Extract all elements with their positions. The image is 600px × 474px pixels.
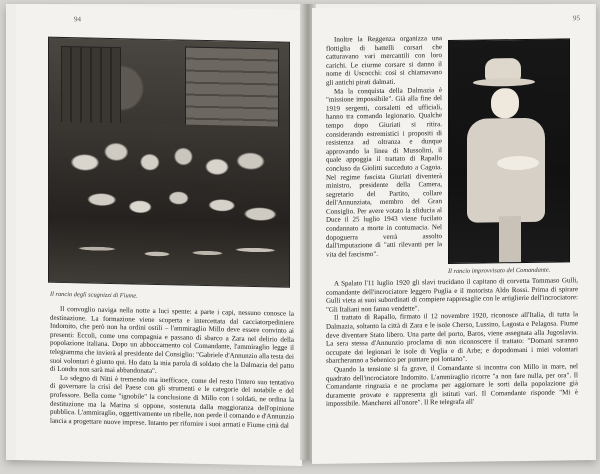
- left-body-text: [50, 305, 294, 430]
- photo-body: [467, 118, 545, 223]
- right-photo-caption: Il rancio improvvisato del Comandante.: [448, 266, 551, 276]
- photo-bowls: [49, 228, 289, 273]
- photo-hat-brim: [473, 78, 535, 87]
- right-column-text: [326, 34, 442, 259]
- right-paragraph-1: A Spalato l'11 luglio 1920 gli slavi trucidano il capitano di corvetta Tommaso Gulli, comandante dell'incrociatore leggero Puglia e il motorista Aldo Rossi. Prima di spirare Gulli vieta ai suoi subordinati di compiere rappresaglie con le artiglierie dell'incrociatore: "Gli Italiani non fanno vendette".: [326, 276, 578, 314]
- street-children-photo: [48, 37, 290, 288]
- right-body-text: [326, 276, 578, 408]
- left-page: [16, 4, 302, 466]
- left-page-number: 94: [74, 15, 81, 24]
- right-page-number: 95: [573, 14, 580, 23]
- photo-hat: [485, 58, 521, 81]
- book-spread: [6, 4, 596, 460]
- photo-shutter: [185, 47, 279, 137]
- photo-face: [491, 88, 519, 118]
- right-page: [312, 4, 594, 464]
- left-paragraph-1: Il convoglio naviga nella notte a luci spente: a parte i capi, nessuno conosce la destinazione. La formazione viene scoperta e intercettata dal cacciatorpediniere Indomito, che però non ha ordini ostili – l'ammiraglio Millo deve essere convinto ai presenti: Eccoli, come una compagnia e passano di sbarco a Zara nel delirio della popolazione italiana. Dopo un abboccamento col Comandante, l'ammiraglio legge il telegramma che invierà al presidente del Consiglio: "Gabriele d'Annunzio alla testa dei suoi volontari è giunto qui. Ho dato la mia parola di soldato che la Dalmazia del patto di Londra non sarà mai abbandonata".: [50, 304, 294, 376]
- left-photo-caption: Il rancio degli scugnizzi di Fiume.: [50, 290, 138, 300]
- right-column-paragraph-2: Ma la conquista della Dalmazia è "missione impossibile". Già alla fine del 1919 sergenti, corsaletti ed ufficiali, hanno tra comando legionario. Qualche tempo dopo Giuriati si ritira. considerando estremistici i propositi di resistenza ad oltranza e dunque approvando la linea di Mussolini, il quale appoggia il trattato di Rapallo concluso da Giolitti succeduto a Cagoia. Nel regime fascista Giuriati diventerà ministro, presidente della Camera, segretario del Partito, collare dell'Annunziata, membro del Gran Consiglio. Per avere votato la sfiducia al Duce il 25 luglio 1943 viene fucilato condannato a morte in contumacia. Nel dopoguerra verrà assolto dall'imputazione di "atti rilevanti per la vita del fascismo".: [326, 85, 442, 259]
- right-column-paragraph-1: Inoltre la Reggenza organizza una flottiglia di battelli corsari che catturavano vari mercantili con loro carichi. Le ciurme corsare si danno il nome di Uscocchi: così si chiamavano gli antichi pirati dalmati.: [326, 34, 442, 87]
- commander-photo: [448, 38, 570, 264]
- photo-leg: [499, 216, 521, 262]
- right-paragraph-3: Quando la tensione si fa grave, il Comandante si incontra con Millo in mare, nel quadrato dell'incrociatore Indomito. L'ammiraglio ricorre "a non fare nulla, per ora". Il Comandante ringrazia e ne proclama per aggiornare le sorti della popolazione già duramente provate e rappresenta gli istituti vari. Il Comandante risponde "Mi è impossibile. Mancherei all'onore". Il Re telegrafa all': [326, 362, 578, 409]
- right-paragraph-2: Il trattato di Rapallo, firmato il 12 novembre 1920, riconosce all'Italia, di tutta la Dalmazia, soltanto la città di Zara e le isole Cherso, Lussino, Lagosta e Pelagosa. Fiume deve diventare Stato libero. Una parte del porto, Baros, viene assegnata alla Jugoslavia. La sera stessa d'Annunzio proclama di non riconoscere il trattato: "Domani saranno occupate dai legionari le isole di Veglia e di Arbe; e dopodomani i miei volontari sbarcheranno a Sebenico per puntare poi lontano".: [326, 310, 578, 366]
- left-paragraph-2: Lo sdegno di Nitti è tremendo ma inefficace, come del resto l'intero suo tentativo di governare la crisi del Paese con gli strumenti e le categorie del notabile e del professore. Bella come "ignobile" la conclusione di Millo con i soldati, ne ordina la destituzione ma la Marina si oppone, sostenuta dalla maggioranza dell'opinione pubblica. L'ammiraglio, oggettivamente un ribelle, non perde il comando e d'Annunzio lancia a progettare nuove imprese. Intanto per rifornire i suoi armati e Fiume città dal: [50, 373, 294, 430]
